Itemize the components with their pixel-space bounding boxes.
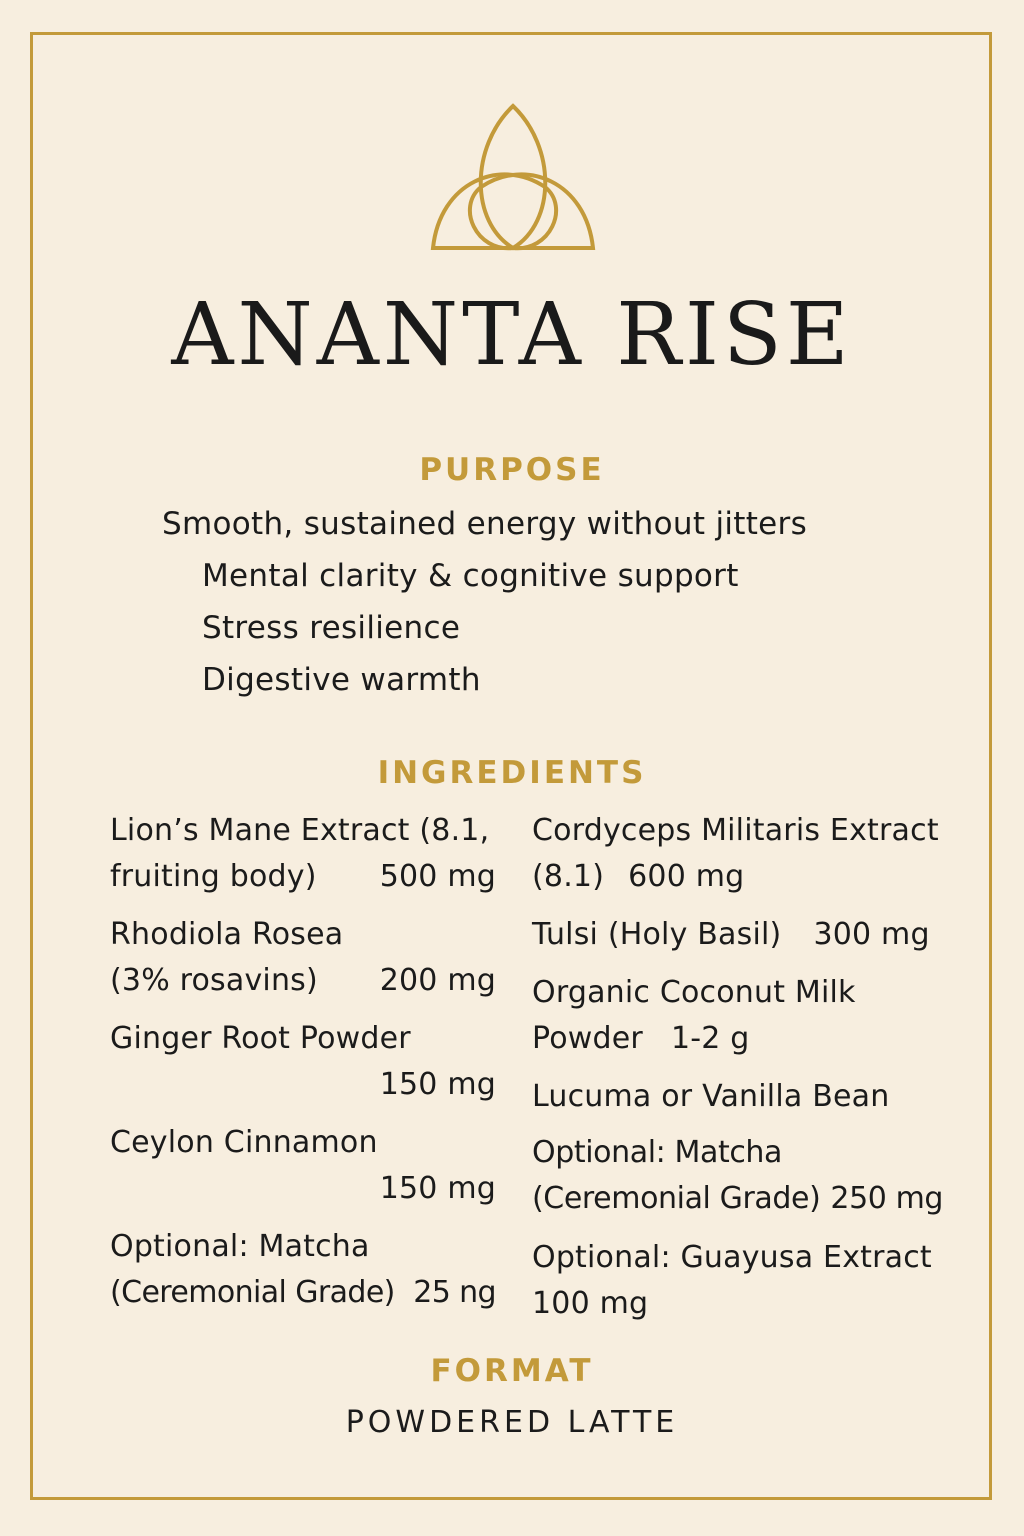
ingredient-item <box>532 1130 982 1222</box>
ingredient-item <box>532 1074 982 1120</box>
ingredient-name: Optional: Matcha <box>532 1135 783 1170</box>
ingredient-item <box>532 970 982 1062</box>
ingredient-name: Rhodiola Rosea <box>110 917 344 952</box>
ingredients-heading: INGREDIENTS <box>377 755 647 791</box>
ingredient-name: Ginger Root Powder <box>110 1021 411 1056</box>
ingredient-dose: 200 mg <box>379 963 496 998</box>
ingredient-item <box>110 808 496 900</box>
format-value: POWDERED LATTE <box>345 1405 679 1440</box>
ingredient-dose: 25 ng <box>413 1275 496 1310</box>
purpose-line: Mental clarity & cognitive support <box>202 558 739 594</box>
purpose-line: Stress resilience <box>202 610 461 646</box>
ingredient-name: (8.1) <box>532 859 605 894</box>
ingredient-item <box>110 912 496 1004</box>
ingredient-name: Cordyceps Militaris Extract <box>532 813 939 848</box>
ingredient-item <box>110 1120 496 1212</box>
ingredient-name: Ceylon Cinnamon <box>110 1125 378 1160</box>
ingredient-name: Organic Coconut Milk <box>532 975 856 1010</box>
ingredient-name: Optional: Matcha <box>110 1229 370 1264</box>
product-title: ANANTA RISE <box>171 285 853 385</box>
ingredient-dose: 150 mg <box>379 1067 496 1102</box>
ingredient-item <box>110 1016 496 1108</box>
ingredient-item <box>532 808 982 900</box>
ingredient-dose: 300 mg <box>813 917 930 952</box>
ingredient-name: Lucuma or Vanilla Bean <box>532 1079 890 1114</box>
ingredient-name: (Ceremonial Grade) <box>532 1181 821 1216</box>
ingredient-item <box>532 1235 982 1327</box>
ingredient-name: (Ceremonial Grade) <box>110 1275 395 1310</box>
ingredient-item <box>532 912 982 958</box>
ingredient-name: Tulsi (Holy Basil) <box>532 917 782 952</box>
purpose-heading: PURPOSE <box>419 452 605 488</box>
ingredient-dose: 600 mg <box>628 859 745 894</box>
purpose-line: Smooth, sustained energy without jitters <box>162 506 808 542</box>
ingredient-name: (3% rosavins) <box>110 963 318 998</box>
ingredient-item <box>110 1224 496 1316</box>
ingredient-dose: 150 mg <box>379 1171 496 1206</box>
ingredient-dose: 500 mg <box>379 859 496 894</box>
format-heading: FORMAT <box>430 1353 594 1389</box>
ingredient-dose: 100 mg <box>532 1286 649 1321</box>
ingredient-dose: 250 mg <box>830 1181 944 1216</box>
ingredient-name: Optional: Guayusa Extract <box>532 1240 932 1275</box>
ingredient-name: Lion’s Mane Extract (8.1, <box>110 813 490 848</box>
purpose-line: Digestive warmth <box>202 662 481 698</box>
ingredient-dose: 1-2 g <box>670 1021 750 1056</box>
triquetra-icon <box>430 102 596 254</box>
ingredient-name: fruiting body) <box>110 859 317 894</box>
ingredient-name: Powder <box>532 1021 643 1056</box>
